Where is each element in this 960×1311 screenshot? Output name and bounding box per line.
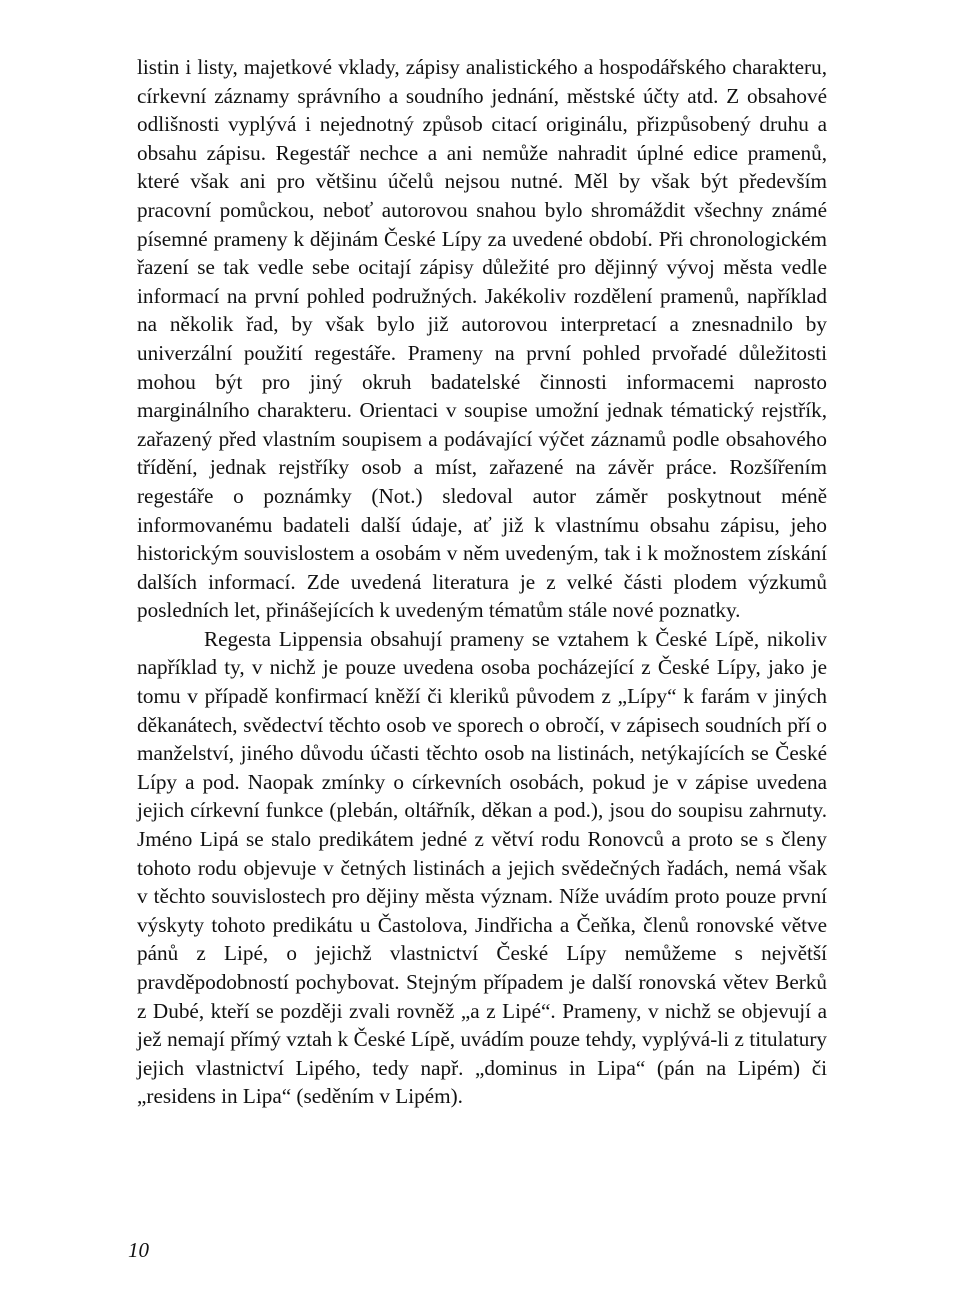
paragraph-1: listin i listy, majetkové vklady, zápisy analistického a hospodářského charakteru, církevní záznamy správního a soudního jednání, městské účty atd. Z obsahové odlišnosti vyplývá i nejednotný způsob citací originálu, přizpůsobený druhu a obsahu zápisu. Regestář nechce a ani nemůže nahradit úplné edice pramenů, které však ani pro většinu účelů nejsou nutné. Měl by však být především pracovní pomůckou, neboť autorovou snahou bylo shromáždit všechny známé písemné prameny k dějinám České Lípy za uvedené období. Při chronologickém řazení se tak vedle sebe ocitají zápisy důležité pro dějinný vývoj města vedle informací na první pohled podružných. Jakékoliv rozdělení pramenů, například na několik řad, by však bylo již autorovou interpretací a znesnadnilo by univerzální použití regestáře. Prameny na první pohled prvořadé důležitosti mohou být pro jiný okruh badatelské činnosti informacemi naprosto marginálního charakteru. Orientaci v soupise umožní jednak tématický rejstřík, zařazený před vlastním soupisem a podávající výčet záznamů podle obsahového třídění, jednak rejstříky osob a míst, zařazené na závěr práce. Rozšířením regestáře o poznámky (Not.) sledoval autor záměr poskytnout méně informovanému badateli další údaje, ať již k vlastnímu obsahu zápisu, jeho historickým souvislostem a osobám v něm uvedeným, tak i k možnostem získání dalších informací. Zde uvedená literatura je z velké části plodem výzkumů posledních let, přinášejících k uvedeným tématům stále nové poznatky. — [137, 55, 827, 623]
paragraph-2: Regesta Lippensia obsahují prameny se vztahem k České Lípě, nikoliv například ty, v nichž je pouze uvedena osoba pocházející z České Lípy, jako je tomu v případě konfirmací kněží či kleriků původem z „Lípy“ k farám v jiných děkanátech, svědectví těchto osob ve sporech o obročí, v zápisech soudních pří o manželství, jiného důvodu účasti těchto osob na listinách, netýkajících se České Lípy a pod. Naopak zmínky o církevních osobách, pokud je v zápise uvedena jejich církevní funkce (plebán, oltářník, děkan a pod.), jsou do soupisu zahrnuty. Jméno Lipá se stalo predikátem jedné z větví rodu Ronovců a proto se s členy tohoto rodu objevuje v četných listinách a jejich svědečných řadách, nemá však v těchto souvislostech pro dějiny města význam. Níže uvádím proto pouze první výskyty tohoto predikátu u Častolova, Jindřicha a Čeňka, členů ronovské větve pánů z Lipé, o jejichž vlastnictví České Lípy nemůžeme s největší pravděpodobností pochybovat. Stejným případem je další ronovská větev Berků z Dubé, kteří se později zvali rovněž „a z Lipé“. Prameny, v nichž se objevují a jež nemají přímý vztah k České Lípě, uvádím pouze tehdy, vyplývá-li z titulatury jejich vlastnictví Lipého, tedy např. „dominus in Lipa“ (pán na Lipém) či „residens in Lipa“ (seděním v Lipém). — [137, 626, 827, 1109]
page-number: 10 — [128, 1238, 149, 1262]
body-text — [137, 53, 827, 1111]
